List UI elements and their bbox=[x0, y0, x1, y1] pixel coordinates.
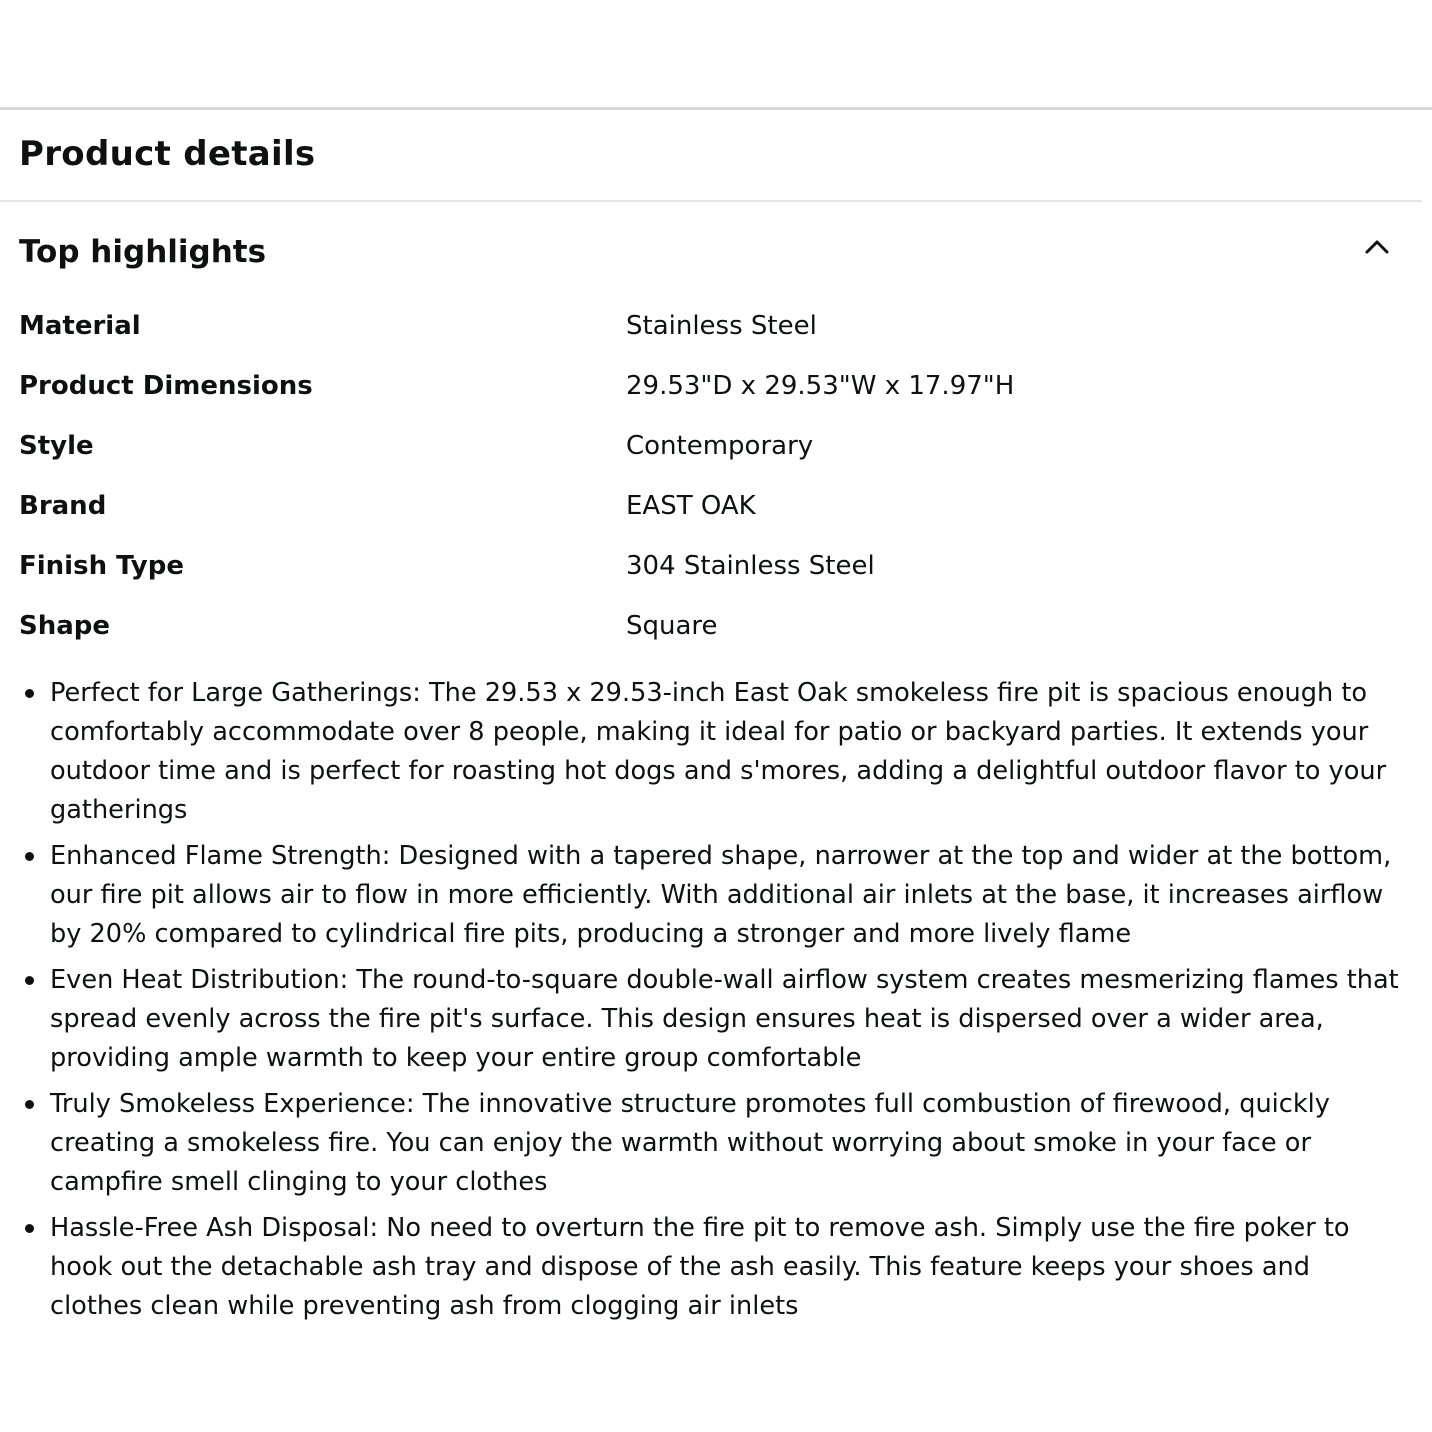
spec-value: 29.53"D x 29.53"W x 17.97"H bbox=[626, 371, 1015, 401]
spec-row-material bbox=[19, 296, 1409, 356]
spec-row-product-dimensions bbox=[19, 356, 1409, 416]
list-item bbox=[19, 1209, 1399, 1326]
spec-label: Shape bbox=[19, 611, 111, 641]
spec-value: EAST OAK bbox=[626, 491, 756, 521]
spec-label: Style bbox=[19, 431, 94, 461]
list-item bbox=[19, 674, 1399, 830]
bullet-text: Hassle-Free Ash Disposal: No need to overturn the fire pit to remove ash. Simply use the fire poker to hook out the detachable ash tray and dispose of the ash easily. This feature keeps your shoes and clothes clean while preventing ash from clogging air inlets bbox=[50, 1213, 1350, 1321]
feature-bullets bbox=[19, 674, 1399, 1333]
spec-value: 304 Stainless Steel bbox=[626, 551, 875, 581]
page-title: Product details bbox=[19, 134, 316, 174]
bullet-icon bbox=[25, 1100, 34, 1109]
specs-table bbox=[19, 296, 1409, 656]
bullet-icon bbox=[25, 852, 34, 861]
spec-row-finish-type bbox=[19, 536, 1409, 596]
spec-value: Stainless Steel bbox=[626, 311, 817, 341]
bullet-text: Truly Smokeless Experience: The innovative structure promotes full combustion of firewood, quickly creating a smokeless fire. You can enjoy the warmth without worrying about smoke in your face or campfire smell clinging to your clothes bbox=[50, 1089, 1330, 1197]
section-divider bbox=[0, 200, 1422, 202]
bullet-text: Even Heat Distribution: The round-to-square double-wall airflow system creates mesmerizing flames that spread evenly across the fire pit's surface. This design ensures heat is dispersed over a wider area, providing ample warmth to keep your entire group comfortable bbox=[50, 965, 1399, 1073]
spec-row-style bbox=[19, 416, 1409, 476]
top-highlights-header[interactable] bbox=[0, 222, 1432, 282]
chevron-up-icon[interactable] bbox=[1360, 230, 1394, 264]
top-divider bbox=[0, 107, 1432, 110]
spec-label: Brand bbox=[19, 491, 107, 521]
section-title: Top highlights bbox=[19, 234, 267, 270]
list-item bbox=[19, 961, 1399, 1078]
list-item bbox=[19, 837, 1399, 954]
spec-value: Contemporary bbox=[626, 431, 814, 461]
spec-row-shape bbox=[19, 596, 1409, 656]
spec-label: Product Dimensions bbox=[19, 371, 313, 401]
bullet-text: Perfect for Large Gatherings: The 29.53 x 29.53-inch East Oak smokeless fire pit is spacious enough to comfortably accommodate over 8 people, making it ideal for patio or backyard parties. It extends your outdoor time and is perfect for roasting hot dogs and s'mores, adding a delightful outdoor flavor to your gatherings bbox=[50, 678, 1387, 825]
spec-label: Material bbox=[19, 311, 141, 341]
bullet-icon bbox=[25, 1224, 34, 1233]
bullet-text: Enhanced Flame Strength: Designed with a tapered shape, narrower at the top and wider at the bottom, our fire pit allows air to flow in more efficiently. With additional air inlets at the base, it increases airflow by 20% compared to cylindrical fire pits, producing a stronger and more lively flame bbox=[50, 841, 1392, 949]
bullet-icon bbox=[25, 689, 34, 698]
list-item bbox=[19, 1085, 1399, 1202]
bullet-icon bbox=[25, 976, 34, 985]
spec-value: Square bbox=[626, 611, 718, 641]
spec-label: Finish Type bbox=[19, 551, 184, 581]
spec-row-brand bbox=[19, 476, 1409, 536]
